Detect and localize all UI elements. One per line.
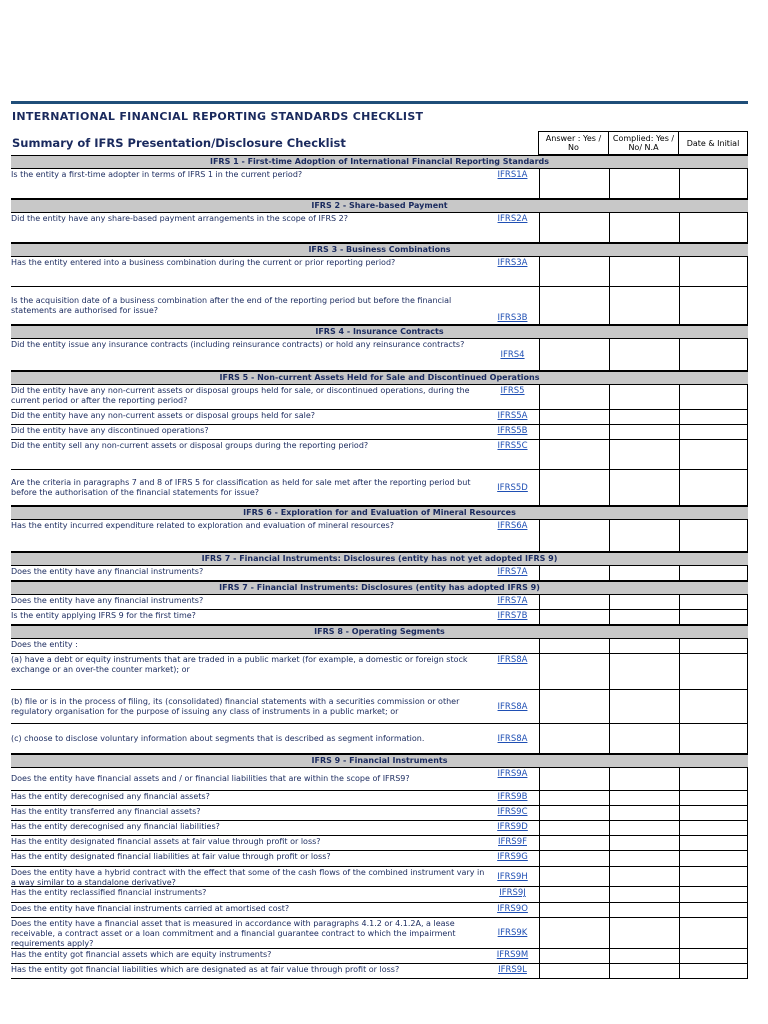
row-right-border xyxy=(747,440,748,469)
reference-cell-border xyxy=(539,566,540,580)
ifrs-reference-link[interactable]: IFRS9K xyxy=(497,928,528,938)
ifrs-reference-link[interactable]: IFRS9G xyxy=(497,852,528,862)
answer-cell[interactable] xyxy=(609,425,610,439)
section-header: IFRS 1 - First-time Adoption of International Financial Reporting Standards xyxy=(11,155,748,169)
ifrs-reference-link[interactable]: IFRS8A xyxy=(497,701,528,712)
ifrs-reference-link[interactable]: IFRS9F xyxy=(498,837,527,847)
question-text: Has the entity entered into a business combination during the current or prior reporting period? xyxy=(11,258,396,267)
complied-cell[interactable] xyxy=(679,425,680,439)
reference-cell-border xyxy=(539,949,540,963)
header-rule xyxy=(11,101,748,104)
complied-cell[interactable] xyxy=(679,410,680,424)
row-right-border xyxy=(747,425,748,439)
answer-cell[interactable] xyxy=(609,654,610,689)
complied-cell[interactable] xyxy=(679,724,680,753)
section-header: IFRS 6 - Exploration for and Evaluation of Mineral Resources xyxy=(11,506,748,520)
question-row xyxy=(11,867,748,887)
reference-cell-border xyxy=(539,610,540,624)
reference-cell-border xyxy=(539,821,540,835)
reference-cell-border xyxy=(539,410,540,424)
complied-cell[interactable] xyxy=(679,257,680,286)
reference-cell-border xyxy=(539,654,540,689)
column-headers xyxy=(538,131,748,155)
section-header: IFRS 8 - Operating Segments xyxy=(11,625,748,639)
answer-cell[interactable] xyxy=(609,851,610,866)
reference-cell-border xyxy=(539,595,540,609)
question-text: Has the entity derecognised any financial liabilities? xyxy=(11,822,220,831)
ifrs-reference-link[interactable]: IFRS9M xyxy=(496,950,529,960)
complied-cell[interactable] xyxy=(679,595,680,609)
question-text: Is the entity applying IFRS 9 for the first time? xyxy=(11,611,196,620)
complied-cell[interactable] xyxy=(679,821,680,835)
complied-cell[interactable] xyxy=(679,918,680,948)
ifrs-reference-link[interactable]: IFRS9J xyxy=(499,888,526,898)
complied-cell[interactable] xyxy=(679,169,680,198)
row-right-border xyxy=(747,654,748,689)
section-header: IFRS 4 - Insurance Contracts xyxy=(11,325,748,339)
question-text: Did the entity have any non-current assets or disposal groups held for sale, or discontinued operations, during the current period or after the reporting period? xyxy=(11,386,470,405)
complied-cell[interactable] xyxy=(679,470,680,505)
question-text: Does the entity : xyxy=(11,640,78,649)
answer-cell[interactable] xyxy=(609,287,610,324)
answer-cell[interactable] xyxy=(609,690,610,723)
question-row xyxy=(11,257,748,287)
reference-cell-border xyxy=(539,690,540,723)
complied-cell[interactable] xyxy=(679,949,680,963)
answer-cell[interactable] xyxy=(609,595,610,609)
answer-cell[interactable] xyxy=(609,836,610,850)
row-right-border xyxy=(747,257,748,286)
question-text: Did the entity have any share-based payment arrangements in the scope of IFRS 2? xyxy=(11,214,348,223)
question-row xyxy=(11,520,748,552)
question-row xyxy=(11,887,748,903)
answer-cell[interactable] xyxy=(609,339,610,370)
ifrs-reference-link[interactable]: IFRS8A xyxy=(497,733,528,744)
question-row xyxy=(11,806,748,821)
ifrs-reference-link[interactable]: IFRS6A xyxy=(497,521,528,531)
row-right-border xyxy=(747,768,748,790)
question-row xyxy=(11,690,748,724)
question-row xyxy=(11,339,748,371)
question-row xyxy=(11,425,748,440)
row-right-border xyxy=(747,520,748,551)
ifrs-reference-link[interactable]: IFRS1A xyxy=(497,170,528,180)
answer-cell[interactable] xyxy=(609,520,610,551)
row-right-border xyxy=(747,724,748,753)
question-row xyxy=(11,639,748,654)
ifrs-reference-link[interactable]: IFRS5 xyxy=(500,386,525,396)
row-right-border xyxy=(747,806,748,820)
reference-cell-border xyxy=(539,903,540,917)
answer-cell[interactable] xyxy=(609,724,610,753)
question-text: Has the entity got financial liabilities which are designated as at fair value through profit or loss? xyxy=(11,965,400,974)
ifrs-reference-link[interactable]: IFRS9L xyxy=(498,965,527,975)
question-text: Are the criteria in paragraphs 7 and 8 of IFRS 5 for classification as held for sale met after the reporting period but before the authorisation of the financial statements for issue? xyxy=(11,477,471,497)
row-right-border xyxy=(747,566,748,580)
answer-cell[interactable] xyxy=(609,806,610,820)
reference-cell-border xyxy=(539,887,540,902)
complied-cell[interactable] xyxy=(679,566,680,580)
reference-cell-border xyxy=(539,791,540,805)
section-header: IFRS 2 - Share-based Payment xyxy=(11,199,748,213)
question-row xyxy=(11,903,748,918)
answer-cell[interactable] xyxy=(609,257,610,286)
checklist-table xyxy=(11,155,748,979)
question-row xyxy=(11,287,748,325)
reference-cell-border xyxy=(539,964,540,978)
question-row xyxy=(11,213,748,243)
answer-cell[interactable] xyxy=(609,440,610,469)
question-text: Has the entity designated financial assets at fair value through profit or loss? xyxy=(11,837,321,846)
reference-cell-border xyxy=(539,867,540,886)
row-right-border xyxy=(747,949,748,963)
ifrs-reference-link[interactable]: IFRS9A xyxy=(497,769,528,779)
question-text: Does the entity have any financial instruments? xyxy=(11,596,204,605)
section-header: IFRS 9 - Financial Instruments xyxy=(11,754,748,768)
row-right-border xyxy=(747,339,748,370)
complied-cell[interactable] xyxy=(679,385,680,409)
question-text: (a) have a debt or equity instruments that are traded in a public market (for example, a domestic or foreign stock exchange or an over-the counter market); or xyxy=(11,655,468,674)
question-row xyxy=(11,440,748,470)
section-header: IFRS 7 - Financial Instruments: Disclosures (entity has adopted IFRS 9) xyxy=(11,581,748,595)
reference-cell-border xyxy=(539,385,540,409)
complied-cell[interactable] xyxy=(679,520,680,551)
answer-cell[interactable] xyxy=(609,964,610,978)
reference-cell-border xyxy=(539,768,540,790)
question-row xyxy=(11,836,748,851)
question-row xyxy=(11,470,748,506)
complied-cell[interactable] xyxy=(679,791,680,805)
answer-cell[interactable] xyxy=(609,566,610,580)
row-right-border xyxy=(747,595,748,609)
row-right-border xyxy=(747,690,748,723)
complied-cell[interactable] xyxy=(679,903,680,917)
reference-cell-border xyxy=(539,851,540,866)
ifrs-reference-link[interactable]: IFRS7A xyxy=(497,567,528,577)
reference-cell-border xyxy=(539,169,540,198)
answer-cell[interactable] xyxy=(609,639,610,653)
question-text: Has the entity reclassified financial instruments? xyxy=(11,888,207,897)
reference-cell-border xyxy=(539,724,540,753)
ifrs-reference-link[interactable]: IFRS7A xyxy=(497,596,528,606)
question-text: Has the entity designated financial liabilities at fair value through profit or loss? xyxy=(11,852,331,861)
question-text: Has the entity incurred expenditure related to exploration and evaluation of mineral resources? xyxy=(11,521,394,530)
answer-cell[interactable] xyxy=(609,949,610,963)
question-text: Did the entity have any non-current assets or disposal groups held for sale? xyxy=(11,411,315,420)
reference-cell-border xyxy=(539,257,540,286)
answer-cell[interactable] xyxy=(609,887,610,902)
answer-cell[interactable] xyxy=(609,918,610,948)
row-right-border xyxy=(747,964,748,978)
question-text: Did the entity sell any non-current assets or disposal groups during the reporting period? xyxy=(11,441,369,450)
answer-cell[interactable] xyxy=(609,385,610,409)
question-row xyxy=(11,821,748,836)
ifrs-reference-link[interactable]: IFRS8A xyxy=(497,655,528,665)
reference-cell-border xyxy=(539,520,540,551)
ifrs-reference-link[interactable]: IFRS9B xyxy=(497,792,528,802)
ifrs-reference-link[interactable]: IFRS9C xyxy=(497,807,528,817)
row-right-border xyxy=(747,610,748,624)
question-row xyxy=(11,595,748,610)
answer-cell[interactable] xyxy=(609,821,610,835)
question-text: Does the entity have financial instruments carried at amortised cost? xyxy=(11,904,290,913)
complied-cell[interactable] xyxy=(679,806,680,820)
answer-cell[interactable] xyxy=(609,867,610,886)
question-text: (b) file or is in the process of filing, its (consolidated) financial statements with a securities commission or other regulatory organisation for the purpose of issuing any class of instruments in a public market; or xyxy=(11,696,460,716)
answer-cell[interactable] xyxy=(609,791,610,805)
question-row xyxy=(11,918,748,949)
complied-cell[interactable] xyxy=(679,440,680,469)
row-right-border xyxy=(747,791,748,805)
ifrs-reference-link[interactable]: IFRS9O xyxy=(497,904,528,914)
complied-cell[interactable] xyxy=(679,964,680,978)
answer-cell[interactable] xyxy=(609,903,610,917)
reference-cell-border xyxy=(539,806,540,820)
question-text: Does the entity have any financial instruments? xyxy=(11,567,204,576)
row-right-border xyxy=(747,821,748,835)
reference-cell-border xyxy=(539,470,540,505)
question-row xyxy=(11,385,748,410)
question-text: Has the entity derecognised any financial assets? xyxy=(11,792,210,801)
complied-cell[interactable] xyxy=(679,851,680,866)
ifrs-reference-link[interactable]: IFRS5A xyxy=(497,411,528,421)
row-right-border xyxy=(747,887,748,902)
ifrs-reference-link[interactable]: IFRS7B xyxy=(497,611,528,621)
ifrs-reference-link[interactable]: IFRS3B xyxy=(497,313,528,323)
question-text: (c) choose to disclose voluntary information about segments that is described as segment information. xyxy=(11,733,425,743)
complied-cell[interactable] xyxy=(679,867,680,886)
row-right-border xyxy=(747,836,748,850)
reference-cell-border xyxy=(539,440,540,469)
reference-cell-border xyxy=(539,213,540,242)
row-right-border xyxy=(747,918,748,948)
question-row xyxy=(11,654,748,690)
ifrs-reference-link[interactable]: IFRS2A xyxy=(497,214,528,224)
answer-cell[interactable] xyxy=(609,768,610,790)
complied-cell[interactable] xyxy=(679,654,680,689)
question-text: Did the entity issue any insurance contracts (including reinsurance contracts) or hold any reinsurance contracts? xyxy=(11,340,465,349)
row-right-border xyxy=(747,867,748,886)
answer-cell[interactable] xyxy=(609,213,610,242)
col-complied-header: Complied: Yes / No/ N.A xyxy=(608,131,678,155)
section-header: IFRS 3 - Business Combinations xyxy=(11,243,748,257)
row-right-border xyxy=(747,385,748,409)
col-date-header: Date & Initial xyxy=(678,131,748,155)
ifrs-reference-link[interactable]: IFRS4 xyxy=(500,349,525,360)
row-right-border xyxy=(747,903,748,917)
question-text: Does the entity have a financial asset that is measured in accordance with paragraphs 4.1.2 or 4.1.2A, a lease receivable, a contract asset or a loan commitment and a financial guarantee contract to which the impairment requirements apply? xyxy=(11,919,456,948)
answer-cell[interactable] xyxy=(609,610,610,624)
row-right-border xyxy=(747,213,748,242)
complied-cell[interactable] xyxy=(679,339,680,370)
question-row xyxy=(11,410,748,425)
reference-cell-border xyxy=(539,918,540,948)
complied-cell[interactable] xyxy=(679,610,680,624)
question-row xyxy=(11,724,748,754)
question-row xyxy=(11,791,748,806)
question-row xyxy=(11,768,748,791)
question-text: Does the entity have a hybrid contract with the effect that some of the cash flows of the combined instrument vary in a way similar to a standalone derivative? xyxy=(11,868,485,887)
ifrs-reference-link[interactable]: IFRS5B xyxy=(497,426,528,436)
complied-cell[interactable] xyxy=(679,690,680,723)
ifrs-reference-link[interactable]: IFRS9D xyxy=(497,822,528,832)
ifrs-reference-link[interactable]: IFRS5D xyxy=(497,482,528,493)
row-right-border xyxy=(747,639,748,653)
section-header: IFRS 5 - Non-current Assets Held for Sale and Discontinued Operations xyxy=(11,371,748,385)
question-text: Did the entity have any discontinued operations? xyxy=(11,426,209,435)
row-right-border xyxy=(747,851,748,866)
ifrs-reference-link[interactable]: IFRS9H xyxy=(497,871,528,882)
answer-cell[interactable] xyxy=(609,470,610,505)
complied-cell[interactable] xyxy=(679,887,680,902)
row-right-border xyxy=(747,287,748,324)
complied-cell[interactable] xyxy=(679,639,680,653)
question-row xyxy=(11,949,748,964)
question-row xyxy=(11,851,748,867)
question-text: Has the entity got financial assets which are equity instruments? xyxy=(11,950,272,959)
question-row xyxy=(11,169,748,199)
complied-cell[interactable] xyxy=(679,213,680,242)
question-text: Is the acquisition date of a business combination after the end of the reporting period but before the financial statements are authorised for issue? xyxy=(11,295,452,315)
ifrs-reference-link[interactable]: IFRS3A xyxy=(497,258,528,268)
col-answer-header: Answer : Yes / No xyxy=(538,131,608,155)
row-right-border xyxy=(747,470,748,505)
section-header: IFRS 7 - Financial Instruments: Disclosures (entity has not yet adopted IFRS 9) xyxy=(11,552,748,566)
question-row xyxy=(11,610,748,625)
row-right-border xyxy=(747,169,748,198)
reference-cell-border xyxy=(539,339,540,370)
reference-cell-border xyxy=(539,836,540,850)
complied-cell[interactable] xyxy=(679,287,680,324)
reference-cell-border xyxy=(539,425,540,439)
question-text: Has the entity transferred any financial assets? xyxy=(11,807,201,816)
checklist-subtitle: Summary of IFRS Presentation/Disclosure Checklist xyxy=(12,136,346,150)
reference-cell-border xyxy=(539,639,540,653)
question-row xyxy=(11,964,748,979)
question-text: Does the entity have financial assets and / or financial liabilities that are within the scope of IFRS9? xyxy=(11,774,410,783)
ifrs-reference-link[interactable]: IFRS5C xyxy=(497,441,528,451)
answer-cell[interactable] xyxy=(609,410,610,424)
row-right-border xyxy=(747,410,748,424)
question-row xyxy=(11,566,748,581)
complied-cell[interactable] xyxy=(679,836,680,850)
reference-cell-border xyxy=(539,287,540,324)
question-text: Is the entity a first-time adopter in terms of IFRS 1 in the current period? xyxy=(11,170,303,179)
answer-cell[interactable] xyxy=(609,169,610,198)
document-title: INTERNATIONAL FINANCIAL REPORTING STANDARDS CHECKLIST xyxy=(12,110,424,123)
complied-cell[interactable] xyxy=(679,768,680,790)
